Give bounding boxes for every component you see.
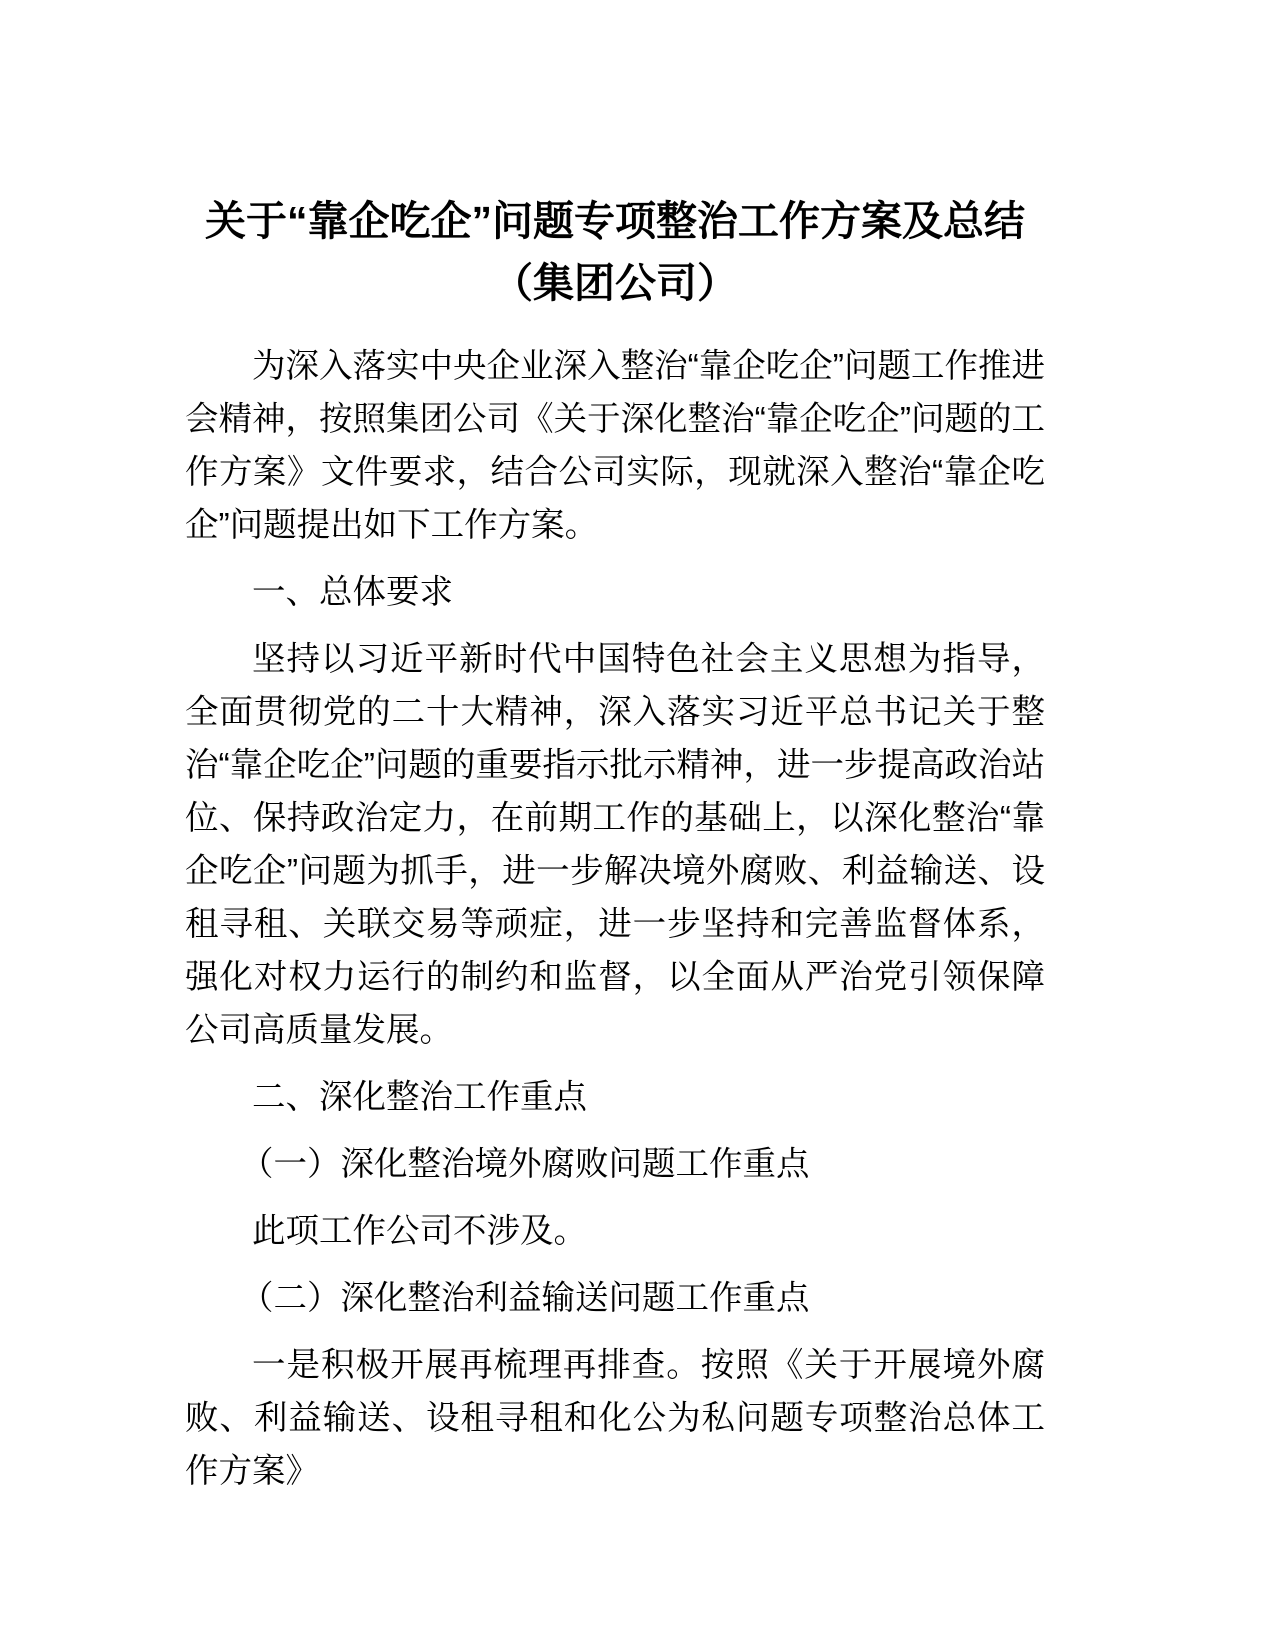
document-content — [185, 190, 1045, 1512]
subsection-heading-2-1: （一）深化整治境外腐败问题工作重点 — [240, 1146, 810, 1183]
section-1-paragraph: 坚持以习近平新时代中国特色社会主义思想为指导，全面贯彻党的二十大精神，深入落实习近平总书记关于整治“靠企吃企”问题的重要指示批示精神，进一步提高政治站位、保持政治定力，在前期工作的基础上，以深化整治“靠企吃企”问题为抓手，进一步解决境外腐败、利益输送、设租寻租、关联交易等顽症，进一步坚持和完善监督体系，强化对权力运行的制约和监督，以全面从严治党引领保障公司高质量发展。 — [185, 641, 1045, 1049]
subsection-heading-2-2: （二）深化整治利益输送问题工作重点 — [240, 1280, 810, 1317]
intro-paragraph: 为深入落实中央企业深入整治“靠企吃企”问题工作推进会精神，按照集团公司《关于深化整治“靠企吃企”问题的工作方案》文件要求，结合公司实际，现就深入整治“靠企吃企”问题提出如下工作方案。 — [185, 348, 1045, 544]
section-heading-2: 二、深化整治工作重点 — [252, 1079, 587, 1116]
subsection-2-1-paragraph: 此项工作公司不涉及。 — [252, 1213, 587, 1250]
page-title: 关于“靠企吃企”问题专项整治工作方案及总结（集团公司） — [205, 198, 1025, 306]
subsection-2-2-paragraph: 一是积极开展再梳理再排查。按照《关于开展境外腐败、利益输送、设租寻租和化公为私问题专项整治总体工作方案》 — [185, 1347, 1045, 1490]
section-heading-1: 一、总体要求 — [252, 574, 453, 611]
